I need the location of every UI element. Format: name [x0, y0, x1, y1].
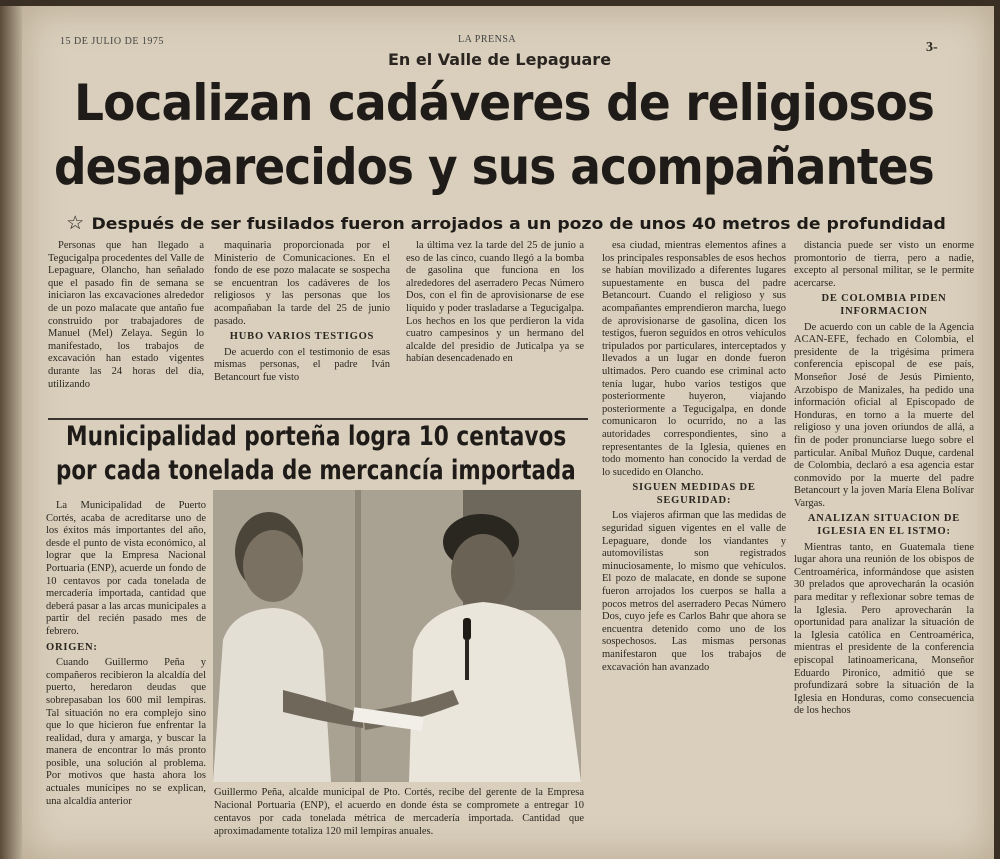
main-column-2	[214, 240, 390, 416]
main-col5b-text: De acuerdo con un cable de la Agencia ACAN-EFE, fechado en Colombia, el presidente de la trigésima primera conferencia episcopal de ese país, Monseñor José de Jesús Pimiento, Arzobispo de Manizales, ha pedido una información oficial al Episcopado de Honduras, en torno a la muerte del religioso y una joven oriundos de allá, a fin de poder pronunciarse luego sobre el particular. Aníbal Muñoz Duque, cardenal de Colombia, declaró a esa agencia estar conmovido por la muerte del padre Betancourt y la joven María Elena Bolívar Vargas.	[794, 321, 974, 509]
main-column-1	[48, 240, 204, 416]
deck-text: Después de ser fusilados fueron arrojados a un pozo de unos 40 metros de profundidad	[91, 214, 946, 233]
second-col1b-text: Cuando Guillermo Peña y compañeros recibieron la alcaldía del puerto, heredaron deudas que sobrepasaban los 600 mil lempiras. Tal situación no era complejo sino que lo que hicieron fue enfrentar la realidad, dura y amarga, y buscar la manera de encontrar lo más pronto posible, una solución al problema. Por motivos que hasta ahora los actuales munícipes no se explican, una alcaldía anterior	[46, 657, 206, 807]
main-col5a-text: distancia puede ser visto un enorme promontorio de tierra, pero a nadie, excepto al personal militar, se le permite acercarse.	[794, 240, 974, 289]
second-column-1	[46, 500, 206, 859]
page-number: 3-	[926, 40, 938, 55]
newspaper-page	[22, 6, 994, 859]
main-col2-text: maquinaria proporcionada por el Ministerio de Comunicaciones. En el fondo de ese pozo malacate se sospecha se encuentran los cadáveres de los religiosos y las personas que los acompañaban la tarde del 25 de junio pasado.	[214, 240, 390, 327]
main-col5c-text: Mientras tanto, en Guatemala tiene lugar ahora una reunión de los obispos de Centroamérica, informándose que asisten 30 prelados que aprovecharán la ocasión para meditar y reflexionar sobre temas de la Iglesia. Pero aprovecharán la oportunidad para analizar la situación de la Iglesia católica en Centroamérica, mientras el presidente de la conferencia episcopal latinoamericana, Monseñor Eduardo Pironico, admitió que se profundizará sobre la situación de la Iglesia en Honduras, como consecuencia de los hechos	[794, 541, 974, 717]
main-column-3	[406, 240, 584, 416]
main-column-4	[602, 240, 786, 859]
main-headline-line1: Localizan cadáveres de religiosos	[74, 74, 934, 132]
photo-illustration	[213, 490, 581, 782]
section-divider	[48, 418, 588, 420]
photo-caption: Guillermo Peña, alcalde municipal de Pto. Cortés, recibe del gerente de la Empresa Nacional Portuaria (ENP), el acuerdo en donde ésta se compromete a entregar 10 centavos por cada tonelada métrica de mercadería importada. Cantidad que aproximadamente totaliza 120 mil lempiras anuales.	[214, 787, 584, 837]
paper-name: LA PRENSA	[458, 34, 517, 45]
main-col4b-text: Los viajeros afirman que las medidas de seguridad siguen vigentes en el valle de Lepaguare, donde los viandantes y automovilistas son registrados minuciosamente, lo mismo que vehículos. El pozo de malacate, en donde se supone fueron arrojados los cuerpos se halla a pocos metros del aserradero Pecas Número Dos, cuyo jefe es Carlos Bahr que ahora se encuentra detenido como uno de los sospechosos. Las mismas personas manifestaron que los trabajos de excavación han avanzado	[602, 510, 786, 673]
subhead-istmo: ANALIZAN SITUACION DE IGLESIA EN EL ISTMO:	[807, 513, 961, 538]
second-col1a-text: La Municipalidad de Puerto Cortés, acaba de acreditarse uno de los éxitos más importantes del año, desde el punto de vista económico, al lograr que la Empresa Nacional Portuaria (ENP), acuerde un fondo de 10 centavos por cada tonelada de mercadería importada, cantidad que deberá pasar a las arcas municipales a partir del recién pasado mes de febrero.	[46, 500, 206, 637]
main-col3-text: la última vez la tarde del 25 de junio a eso de las cinco, cuando llegó a la bomba de gasolina que funciona en los alrededores del aserradero Pecas Número Dos, con el fin de aprovisionarse de ese líquido y poder trasladarse a Tegucigalpa. Los hechos en los que perdieron la vida cuatro campesinos y un hermano del alcalde del presidio de Juticalpa ya se habían desencadenado en	[406, 240, 584, 365]
main-column-5	[794, 240, 974, 859]
second-headline-line1: Municipalidad porteña logra 10 centavos	[66, 421, 567, 452]
book-binding	[0, 6, 22, 859]
subhead-testigos: HUBO VARIOS TESTIGOS	[229, 331, 375, 343]
main-col1-text: Personas que han llegado a Tegucigalpa procedentes del Valle de Lepaguare, Olancho, han señalado que el pasado fin de semana se iniciaron las excavaciones alrededor de un pozo malacate que antaño fue construido por trabajadores de Manuel (Mel) Zelaya. Según lo manifestado, los trabajos de excavación han estado vigentes durante las 24 horas del día, utilizando	[48, 240, 204, 390]
issue-date: 15 DE JULIO DE 1975	[60, 36, 164, 47]
second-headline-line2: por cada tonelada de mercancía importada	[56, 455, 576, 486]
main-col2b-text: De acuerdo con el testimonio de esas mismas personas, el padre Iván Betancourt fue visto	[214, 346, 390, 383]
kicker: En el Valle de Lepaguare	[388, 50, 612, 69]
subhead-colombia: DE COLOMBIA PIDEN INFORMACION	[821, 293, 947, 317]
main-deck	[66, 212, 946, 234]
subhead-seguridad: SIGUEN MEDIDAS DE SEGURIDAD:	[632, 482, 756, 506]
main-headline-line2: desaparecidos y sus acompañantes	[54, 138, 934, 196]
news-photo	[213, 490, 581, 782]
main-col4a-text: esa ciudad, mientras elementos afines a los principales responsables de esos hechos se habían movilizado a diferentes lugares supuestamente en busca del padre Betancourt. Cuando el religioso y sus acompañantes emprendieron marcha, luego de aprovisionarse de gasolina, dicen los testigos, fueron seguidos en otros vehículos tripulados por particulares, interceptados y llevados a un lugar en donde fueron ultimados. Pero cuando ese criminal acto tenía lugar, hubo varios testigos que posteriormente huyeron, viajando posteriormente a Tegucigalpa, en donde comunicaron lo ocurrido, no a las autoridades correspondientes, sino a representantes de la Iglesia, quienes en todo momento han conocido la verdad de lo sucedido en Olancho.	[602, 240, 786, 478]
subhead-origen: ORIGEN:	[46, 641, 98, 653]
star-icon: ☆	[66, 212, 85, 234]
